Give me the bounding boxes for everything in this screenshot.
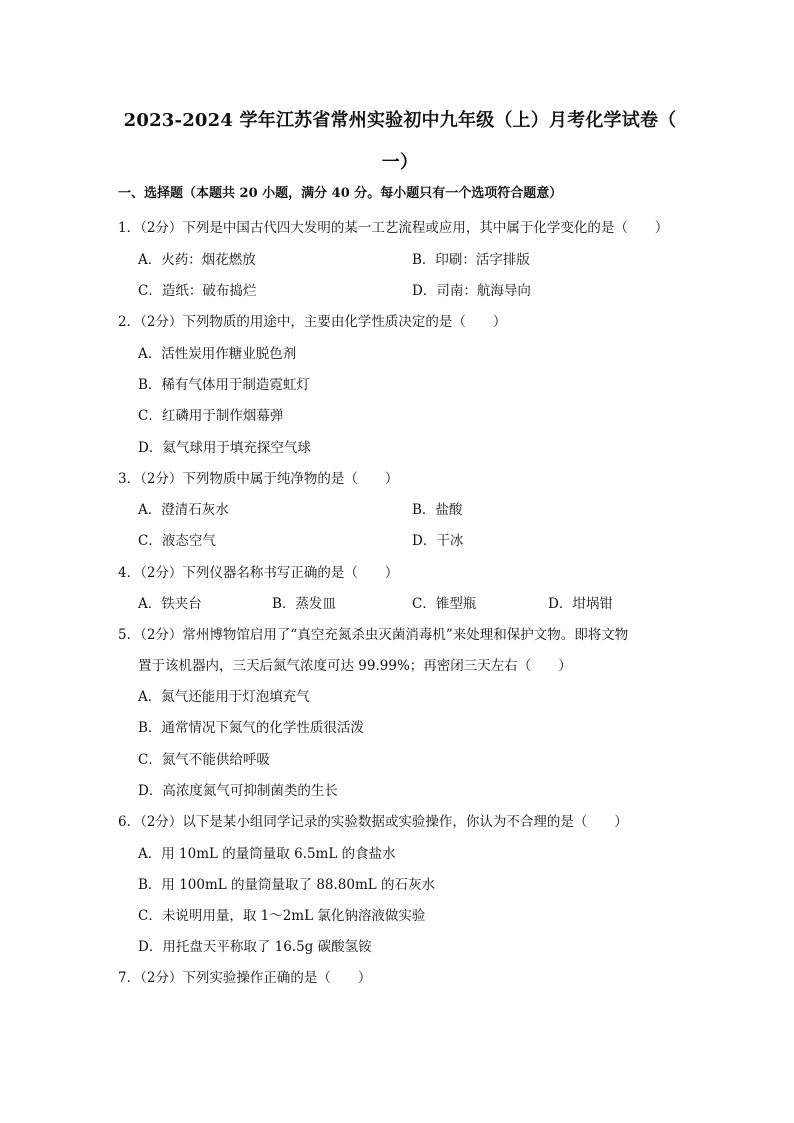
question-6-option-d: D．用托盘天平称取了 16.5g 碳酸氢铵 <box>138 939 372 955</box>
question-1-option-b: B．印刷：活字排版 <box>412 252 530 268</box>
question-4-option-d: D．坩埚钳 <box>548 596 613 612</box>
title-line-2: 一） <box>381 152 419 173</box>
question-2-option-d: D．氦气球用于填充探空气球 <box>138 440 311 456</box>
question-4-stem: 4．（2分）下列仪器名称书写正确的是（ ） <box>118 565 399 581</box>
question-1-option-d: D．司南：航海导向 <box>412 283 531 299</box>
question-5-option-c: C．氮气不能供给呼吸 <box>138 752 270 768</box>
question-1-option-c: C．造纸：破布捣烂 <box>138 283 257 299</box>
question-3-option-c: C．液态空气 <box>138 533 216 549</box>
question-3-stem: 3．（2分）下列物质中属于纯净物的是（ ） <box>118 471 399 487</box>
question-5-stem-line-2: 置于该机器内，三天后氮气浓度可达 99.99%；再密闭三天左右（ ） <box>138 658 572 674</box>
question-6-option-b: B．用 100mL 的量筒量取了 88.80mL 的石灰水 <box>138 877 436 893</box>
question-2-option-c: C．红磷用于制作烟幕弹 <box>138 408 284 424</box>
question-2-option-a: A．活性炭用作糖业脱色剂 <box>138 346 297 362</box>
section-heading: 一、选择题（本题共 20 小题，满分 40 分。每小题只有一个选项符合题意） <box>118 186 563 201</box>
question-5-stem-line-1: 5．（2分）常州博物馆启用了“真空充氮杀虫灭菌消毒机”来处理和保护文物。即将文物 <box>118 627 629 643</box>
question-3-option-a: A．澄清石灰水 <box>138 502 229 518</box>
title-line-1: 2023-2024 学年江苏省常州实验初中九年级（上）月考化学试卷（ <box>123 110 677 131</box>
question-6-option-a: A．用 10mL 的量筒量取 6.5mL 的食盐水 <box>138 846 396 862</box>
question-4-option-b: B．蒸发皿 <box>272 596 336 612</box>
question-3-option-b: B．盐酸 <box>412 502 463 518</box>
question-6-option-c: C．未说明用量，取 1～2mL 氯化钠溶液做实验 <box>138 908 426 924</box>
question-4-option-a: A．铁夹台 <box>138 596 202 612</box>
question-5-option-a: A．氮气还能用于灯泡填充气 <box>138 689 310 705</box>
exam-title <box>110 100 690 184</box>
question-6-stem: 6．（2分）以下是某小组同学记录的实验数据或实验操作，你认为不合理的是（ ） <box>118 814 628 830</box>
question-4-option-c: C．锥型瓶 <box>412 596 477 612</box>
question-1-option-a: A．火药：烟花燃放 <box>138 252 256 268</box>
question-1-stem: 1．（2分）下列是中国古代四大发明的某一工艺流程或应用，其中属于化学变化的是（ ） <box>118 220 669 236</box>
question-5-option-d: D．高浓度氮气可抑制菌类的生长 <box>138 783 338 799</box>
question-2-stem: 2．（2分）下列物质的用途中，主要由化学性质决定的是（ ） <box>118 314 507 330</box>
question-2-option-b: B．稀有气体用于制造霓虹灯 <box>138 377 310 393</box>
question-7-stem: 7．（2分）下列实验操作正确的是（ ） <box>118 970 372 986</box>
question-3-option-d: D．干冰 <box>412 533 464 549</box>
question-5-option-b: B．通常情况下氮气的化学性质很活泼 <box>138 720 364 736</box>
